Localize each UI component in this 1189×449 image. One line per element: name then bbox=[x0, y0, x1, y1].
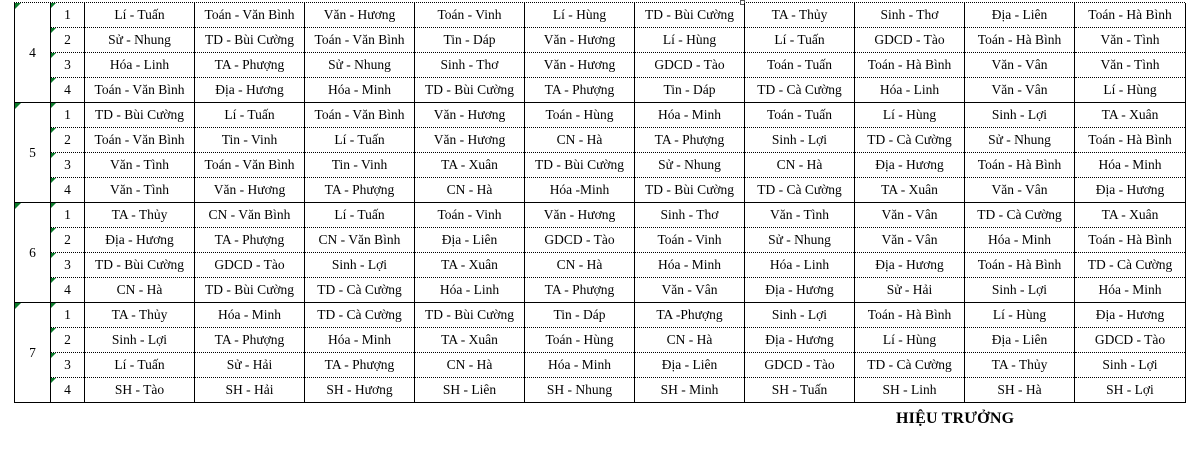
table-row bbox=[15, 228, 1186, 253]
lesson-cell[interactable]: Hóa - Minh bbox=[305, 328, 415, 353]
lesson-cell[interactable]: TA - Xuân bbox=[415, 328, 525, 353]
lesson-cell[interactable]: CN - Văn Bình bbox=[195, 203, 305, 228]
day-cell[interactable]: 6 bbox=[15, 203, 51, 303]
lesson-cell[interactable]: Toán - Vinh bbox=[415, 3, 525, 28]
lesson-cell[interactable]: TD - Bùi Cường bbox=[525, 153, 635, 178]
period-cell[interactable]: 4 bbox=[51, 78, 85, 103]
lesson-cell[interactable]: Tin - Dáp bbox=[415, 28, 525, 53]
lesson-cell[interactable]: TA - Thủy bbox=[85, 203, 195, 228]
lesson-cell[interactable]: Lí - Hùng bbox=[525, 3, 635, 28]
table-row bbox=[15, 128, 1186, 153]
lesson-cell[interactable]: Lí - Tuấn bbox=[745, 28, 855, 53]
lesson-cell[interactable]: Toán - Tuấn bbox=[745, 103, 855, 128]
table-row bbox=[15, 303, 1186, 328]
lesson-cell[interactable]: TA -Phượng bbox=[635, 303, 745, 328]
lesson-cell[interactable]: Địa - Hương bbox=[745, 328, 855, 353]
lesson-cell[interactable]: Toán - Hà Bình bbox=[965, 28, 1075, 53]
lesson-cell[interactable]: TD - Bùi Cường bbox=[85, 103, 195, 128]
lesson-cell[interactable]: SH - Hải bbox=[195, 378, 305, 403]
lesson-cell[interactable]: TA - Thủy bbox=[745, 3, 855, 28]
lesson-cell[interactable]: GDCD - Tào bbox=[195, 253, 305, 278]
lesson-cell[interactable]: Hóa - Linh bbox=[745, 253, 855, 278]
period-cell[interactable]: 2 bbox=[51, 328, 85, 353]
lesson-cell[interactable]: Sinh - Thơ bbox=[855, 3, 965, 28]
lesson-cell[interactable]: Lí - Tuấn bbox=[85, 3, 195, 28]
lesson-cell[interactable]: Hóa -Minh bbox=[525, 178, 635, 203]
lesson-cell[interactable]: Văn - Vân bbox=[965, 53, 1075, 78]
lesson-cell[interactable]: TA - Phượng bbox=[635, 128, 745, 153]
period-cell[interactable]: 1 bbox=[51, 3, 85, 28]
lesson-cell[interactable]: Toán - Hà Bình bbox=[1075, 128, 1186, 153]
lesson-cell[interactable]: Văn - Tình bbox=[85, 153, 195, 178]
lesson-cell[interactable]: Địa - Hương bbox=[1075, 178, 1186, 203]
lesson-cell[interactable]: Hóa - Minh bbox=[525, 353, 635, 378]
lesson-cell[interactable]: Lí - Tuấn bbox=[305, 203, 415, 228]
lesson-cell[interactable]: TA - Phượng bbox=[195, 228, 305, 253]
lesson-cell[interactable]: Sử - Nhung bbox=[635, 153, 745, 178]
table-row bbox=[15, 353, 1186, 378]
lesson-cell[interactable]: TD - Cà Cường bbox=[965, 203, 1075, 228]
lesson-cell[interactable]: CN - Hà bbox=[525, 128, 635, 153]
lesson-cell[interactable]: Sinh - Lợi bbox=[305, 253, 415, 278]
lesson-cell[interactable]: TA - Thủy bbox=[85, 303, 195, 328]
lesson-cell[interactable]: Hóa - Minh bbox=[1075, 153, 1186, 178]
table-row bbox=[15, 153, 1186, 178]
lesson-cell[interactable]: Toán - Hùng bbox=[525, 328, 635, 353]
lesson-cell[interactable]: Toán - Văn Bình bbox=[195, 3, 305, 28]
lesson-cell[interactable]: Toán - Văn Bình bbox=[85, 128, 195, 153]
lesson-cell[interactable]: Lí - Tuấn bbox=[85, 353, 195, 378]
lesson-cell[interactable]: CN - Hà bbox=[415, 353, 525, 378]
period-cell[interactable]: 4 bbox=[51, 178, 85, 203]
lesson-cell[interactable]: Địa - Hương bbox=[1075, 303, 1186, 328]
lesson-cell[interactable]: TA - Xuân bbox=[1075, 203, 1186, 228]
lesson-cell[interactable]: SH - Linh bbox=[855, 378, 965, 403]
period-cell[interactable]: 3 bbox=[51, 53, 85, 78]
lesson-cell[interactable]: GDCD - Tào bbox=[1075, 328, 1186, 353]
period-cell[interactable]: 4 bbox=[51, 378, 85, 403]
lesson-cell[interactable]: Địa - Liên bbox=[965, 328, 1075, 353]
lesson-cell[interactable]: Toán - Hà Bình bbox=[1075, 228, 1186, 253]
lesson-cell[interactable]: Toán - Vinh bbox=[635, 228, 745, 253]
lesson-cell[interactable]: SH - Liên bbox=[415, 378, 525, 403]
lesson-cell[interactable]: Văn - Tình bbox=[85, 178, 195, 203]
lesson-cell[interactable]: Toán - Tuấn bbox=[745, 53, 855, 78]
lesson-cell[interactable]: Toán - Hà Bình bbox=[855, 303, 965, 328]
lesson-cell[interactable]: Hóa - Minh bbox=[965, 228, 1075, 253]
lesson-cell[interactable]: Văn - Vân bbox=[855, 203, 965, 228]
lesson-cell[interactable]: Văn - Hương bbox=[195, 178, 305, 203]
lesson-cell[interactable]: Hóa - Minh bbox=[195, 303, 305, 328]
lesson-cell[interactable]: TD - Cà Cường bbox=[305, 303, 415, 328]
lesson-cell[interactable]: Văn - Hương bbox=[415, 128, 525, 153]
lesson-cell[interactable]: Toán - Hà Bình bbox=[965, 253, 1075, 278]
lesson-cell[interactable]: Địa - Liên bbox=[965, 3, 1075, 28]
period-cell[interactable]: 2 bbox=[51, 228, 85, 253]
period-cell[interactable]: 3 bbox=[51, 153, 85, 178]
lesson-cell[interactable]: Hóa - Minh bbox=[305, 78, 415, 103]
table-row bbox=[15, 203, 1186, 228]
lesson-cell[interactable]: SH - Tuấn bbox=[745, 378, 855, 403]
lesson-cell[interactable]: TD - Bùi Cường bbox=[415, 303, 525, 328]
lesson-cell[interactable]: CN - Hà bbox=[745, 153, 855, 178]
period-cell[interactable]: 3 bbox=[51, 253, 85, 278]
lesson-cell[interactable]: TD - Bùi Cường bbox=[635, 3, 745, 28]
lesson-cell[interactable]: Sinh - Lợi bbox=[1075, 353, 1186, 378]
lesson-cell[interactable]: Địa - Hương bbox=[195, 78, 305, 103]
lesson-cell[interactable]: TA - Xuân bbox=[855, 178, 965, 203]
lesson-cell[interactable]: Lí - Hùng bbox=[855, 103, 965, 128]
lesson-cell[interactable]: CN - Hà bbox=[415, 178, 525, 203]
lesson-cell[interactable]: Toán - Hà Bình bbox=[855, 53, 965, 78]
lesson-cell[interactable]: Lí - Hùng bbox=[1075, 78, 1186, 103]
table-row bbox=[15, 53, 1186, 78]
lesson-cell[interactable]: Toán - Văn Bình bbox=[305, 28, 415, 53]
table-row bbox=[15, 78, 1186, 103]
lesson-cell[interactable]: SH - Nhung bbox=[525, 378, 635, 403]
period-cell[interactable]: 2 bbox=[51, 128, 85, 153]
lesson-cell[interactable]: Tin - Dáp bbox=[525, 303, 635, 328]
lesson-cell[interactable]: CN - Hà bbox=[85, 278, 195, 303]
lesson-cell[interactable]: TD - Cà Cường bbox=[855, 353, 965, 378]
lesson-cell[interactable]: Tin - Dáp bbox=[635, 78, 745, 103]
lesson-cell[interactable]: TD - Bùi Cường bbox=[635, 178, 745, 203]
lesson-cell[interactable]: Sử - Nhung bbox=[745, 228, 855, 253]
period-cell[interactable]: 1 bbox=[51, 303, 85, 328]
lesson-cell[interactable]: Địa - Hương bbox=[85, 228, 195, 253]
lesson-cell[interactable]: Văn - Tình bbox=[745, 203, 855, 228]
lesson-cell[interactable]: Địa - Liên bbox=[415, 228, 525, 253]
lesson-cell[interactable]: CN - Văn Bình bbox=[305, 228, 415, 253]
day-cell[interactable]: 4 bbox=[15, 3, 51, 103]
lesson-cell[interactable]: Sinh - Lợi bbox=[965, 278, 1075, 303]
lesson-cell[interactable]: TA - Xuân bbox=[1075, 103, 1186, 128]
lesson-cell[interactable]: GDCD - Tào bbox=[525, 228, 635, 253]
lesson-cell[interactable]: Toán - Vinh bbox=[415, 203, 525, 228]
lesson-cell[interactable]: TA - Phượng bbox=[195, 328, 305, 353]
lesson-cell[interactable]: Địa - Hương bbox=[745, 278, 855, 303]
lesson-cell[interactable]: Lí - Tuấn bbox=[305, 128, 415, 153]
table-row bbox=[15, 328, 1186, 353]
lesson-cell[interactable]: Văn - Tình bbox=[1075, 28, 1186, 53]
lesson-cell[interactable]: TA - Thủy bbox=[965, 353, 1075, 378]
lesson-cell[interactable]: Văn - Vân bbox=[635, 278, 745, 303]
lesson-cell[interactable]: TD - Cà Cường bbox=[1075, 253, 1186, 278]
period-cell[interactable]: 3 bbox=[51, 353, 85, 378]
lesson-cell[interactable]: Sinh - Lợi bbox=[745, 303, 855, 328]
lesson-cell[interactable]: Toán - Hà Bình bbox=[1075, 3, 1186, 28]
lesson-cell[interactable]: TA - Phượng bbox=[305, 353, 415, 378]
lesson-cell[interactable]: TD - Bùi Cường bbox=[415, 78, 525, 103]
lesson-cell[interactable]: Văn - Hương bbox=[305, 3, 415, 28]
lesson-cell[interactable]: SH - Hà bbox=[965, 378, 1075, 403]
period-cell[interactable]: 1 bbox=[51, 203, 85, 228]
lesson-cell[interactable]: SH - Tào bbox=[85, 378, 195, 403]
lesson-cell[interactable]: TD - Bùi Cường bbox=[195, 278, 305, 303]
lesson-cell[interactable]: Tin - Vinh bbox=[195, 128, 305, 153]
lesson-cell[interactable]: Tin - Vinh bbox=[305, 153, 415, 178]
lesson-cell[interactable]: TD - Bùi Cường bbox=[195, 28, 305, 53]
lesson-cell[interactable]: GDCD - Tào bbox=[745, 353, 855, 378]
lesson-cell[interactable]: Hóa - Minh bbox=[635, 103, 745, 128]
table-row bbox=[15, 28, 1186, 53]
lesson-cell[interactable]: TD - Cà Cường bbox=[745, 178, 855, 203]
lesson-cell[interactable]: Sinh - Lợi bbox=[85, 328, 195, 353]
table-row bbox=[15, 378, 1186, 403]
lesson-cell[interactable]: Toán - Hà Bình bbox=[965, 153, 1075, 178]
period-cell[interactable]: 2 bbox=[51, 28, 85, 53]
lesson-cell[interactable]: Lí - Hùng bbox=[965, 303, 1075, 328]
lesson-cell[interactable]: TD - Cà Cường bbox=[855, 128, 965, 153]
lesson-cell[interactable]: Sử - Nhung bbox=[85, 28, 195, 53]
day-cell[interactable]: 5 bbox=[15, 103, 51, 203]
period-cell[interactable]: 1 bbox=[51, 103, 85, 128]
lesson-cell[interactable]: Sử - Nhung bbox=[965, 128, 1075, 153]
lesson-cell[interactable]: Địa - Liên bbox=[635, 353, 745, 378]
lesson-cell[interactable]: CN - Hà bbox=[525, 253, 635, 278]
lesson-cell[interactable]: Sử - Hải bbox=[195, 353, 305, 378]
lesson-cell[interactable]: Toán - Văn Bình bbox=[195, 153, 305, 178]
lesson-cell[interactable]: Địa - Hương bbox=[855, 153, 965, 178]
lesson-cell[interactable]: CN - Hà bbox=[635, 328, 745, 353]
lesson-cell[interactable]: Toán - Văn Bình bbox=[305, 103, 415, 128]
lesson-cell[interactable]: TA - Phượng bbox=[525, 278, 635, 303]
lesson-cell[interactable]: Lí - Hùng bbox=[635, 28, 745, 53]
lesson-cell[interactable]: Văn - Vân bbox=[965, 178, 1075, 203]
lesson-cell[interactable]: SH - Hương bbox=[305, 378, 415, 403]
lesson-cell[interactable]: Văn - Hương bbox=[525, 53, 635, 78]
lesson-cell[interactable]: Hóa - Linh bbox=[855, 78, 965, 103]
lesson-cell[interactable]: Sinh - Lợi bbox=[745, 128, 855, 153]
timetable-grid bbox=[14, 3, 1186, 403]
lesson-cell[interactable]: Văn - Hương bbox=[525, 28, 635, 53]
lesson-cell[interactable]: Hóa - Minh bbox=[635, 253, 745, 278]
lesson-cell[interactable]: Văn - Vân bbox=[855, 228, 965, 253]
table-row bbox=[15, 178, 1186, 203]
lesson-cell[interactable]: TD - Bùi Cường bbox=[85, 253, 195, 278]
lesson-cell[interactable]: Văn - Tình bbox=[1075, 53, 1186, 78]
lesson-cell[interactable]: Sử - Nhung bbox=[305, 53, 415, 78]
period-cell[interactable]: 4 bbox=[51, 278, 85, 303]
table-row bbox=[15, 103, 1186, 128]
lesson-cell[interactable]: GDCD - Tào bbox=[635, 53, 745, 78]
lesson-cell[interactable]: Hóa - Minh bbox=[1075, 278, 1186, 303]
lesson-cell[interactable]: Địa - Hương bbox=[855, 253, 965, 278]
day-cell[interactable]: 7 bbox=[15, 303, 51, 403]
lesson-cell[interactable]: Văn - Vân bbox=[965, 78, 1075, 103]
lesson-cell[interactable]: Toán - Văn Bình bbox=[85, 78, 195, 103]
lesson-cell[interactable]: TA - Xuân bbox=[415, 253, 525, 278]
table-row bbox=[15, 253, 1186, 278]
lesson-cell[interactable]: TA - Phượng bbox=[305, 178, 415, 203]
lesson-cell[interactable]: TA - Phượng bbox=[195, 53, 305, 78]
lesson-cell[interactable]: Lí - Hùng bbox=[855, 328, 965, 353]
table-row bbox=[15, 3, 1186, 28]
lesson-cell[interactable]: TA - Xuân bbox=[415, 153, 525, 178]
lesson-cell[interactable]: Văn - Hương bbox=[415, 103, 525, 128]
lesson-cell[interactable]: Hóa - Linh bbox=[415, 278, 525, 303]
principal-signature-title: HIỆU TRƯỞNG bbox=[896, 410, 1015, 427]
lesson-cell[interactable]: GDCD - Tào bbox=[855, 28, 965, 53]
lesson-cell[interactable]: TD - Cà Cường bbox=[745, 78, 855, 103]
lesson-cell[interactable]: TA - Phượng bbox=[525, 78, 635, 103]
lesson-cell[interactable]: SH - Lợi bbox=[1075, 378, 1186, 403]
lesson-cell[interactable]: Sinh - Lợi bbox=[965, 103, 1075, 128]
lesson-cell[interactable]: Sinh - Thơ bbox=[415, 53, 525, 78]
lesson-cell[interactable]: Hóa - Linh bbox=[85, 53, 195, 78]
lesson-cell[interactable]: Lí - Tuấn bbox=[195, 103, 305, 128]
lesson-cell[interactable]: Toán - Hùng bbox=[525, 103, 635, 128]
table-row bbox=[15, 278, 1186, 303]
lesson-cell[interactable]: TD - Cà Cường bbox=[305, 278, 415, 303]
lesson-cell[interactable]: Văn - Hương bbox=[525, 203, 635, 228]
lesson-cell[interactable]: Sử - Hải bbox=[855, 278, 965, 303]
lesson-cell[interactable]: SH - Minh bbox=[635, 378, 745, 403]
lesson-cell[interactable]: Sinh - Thơ bbox=[635, 203, 745, 228]
